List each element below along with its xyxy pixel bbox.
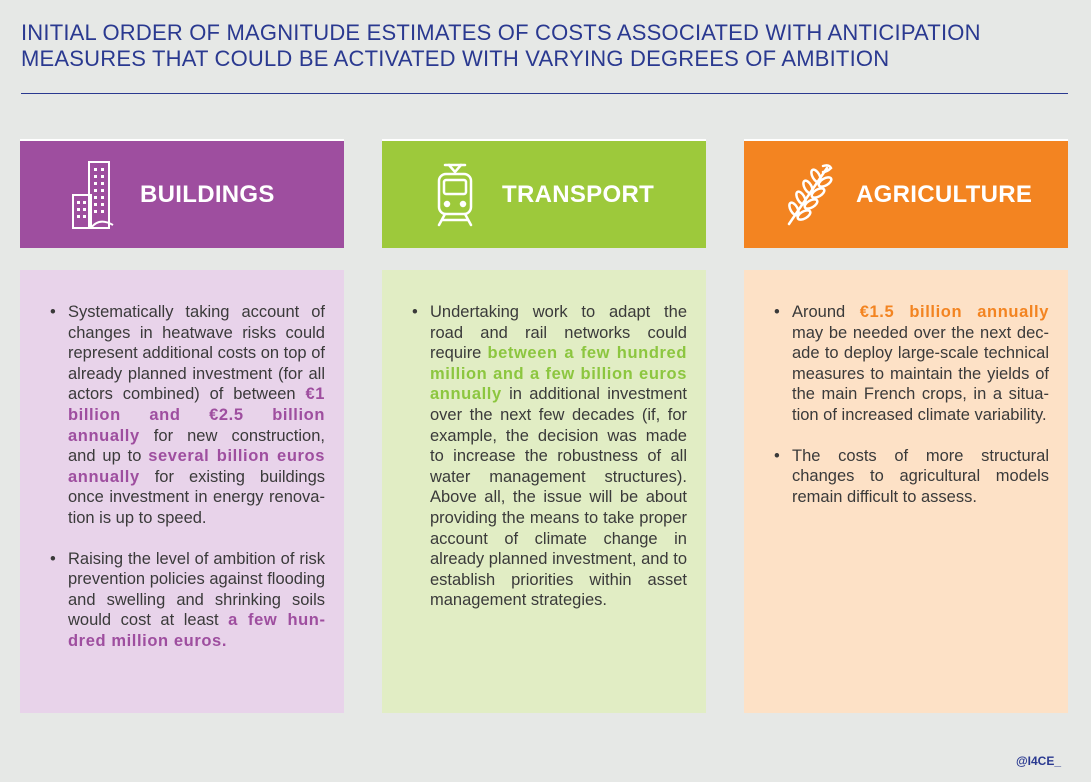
transport-header xyxy=(382,139,706,248)
bullet-text: in additional investment over the next few decades (if, for example, the decision was made to increase the robustness of all water management structures). Above all, the issue will be about providing the means to take proper account of climate change in already planned investment, and to establish priorities within asset management strategies. xyxy=(430,385,687,610)
bullet-text: Raising the level of ambition of risk prevention policies against flooding and swelling and shrinking soils would cost at least xyxy=(68,549,325,630)
transport-body xyxy=(382,270,706,713)
bullet-text: for new construction, and up to xyxy=(68,426,325,466)
bullet-item xyxy=(48,549,325,652)
bullet-text: Undertaking work to adapt the road and rail networks could require xyxy=(430,303,687,363)
bullet-text: The costs of more structural changes to agricultural models remain difficult to assess. xyxy=(792,446,1049,506)
highlighted-text: €1.5 billion annually xyxy=(859,303,1049,321)
bullet-item xyxy=(772,446,1049,508)
bullet-text: Systematically taking account of changes in heatwave risks could represent additional costs on top of already planned investment (for all actors combined) of between xyxy=(68,303,325,404)
wheat-icon xyxy=(774,155,844,235)
credit-handle: @I4CE_ xyxy=(1015,754,1061,768)
tram-icon xyxy=(420,155,490,235)
bullet-list xyxy=(48,302,325,652)
buildings-label: BUILDINGS xyxy=(140,180,275,208)
agriculture-label: AGRICULTURE xyxy=(856,180,1033,208)
transport-label: TRANSPORT xyxy=(502,180,655,208)
bullet-item xyxy=(48,302,325,529)
bullet-list xyxy=(410,302,687,611)
bullet-item xyxy=(772,302,1049,426)
highlighted-text: between a few hundred million and a few billion euros annually xyxy=(430,344,687,404)
agriculture-body xyxy=(744,270,1068,713)
highlighted-text: several billion euros annually xyxy=(68,447,325,486)
highlighted-text: a few hundred million euros. xyxy=(68,611,325,650)
highlighted-text: €1 billion and €2.5 billion annually xyxy=(68,385,325,445)
bullet-item xyxy=(410,302,687,611)
bullet-list xyxy=(772,302,1049,507)
title-divider xyxy=(21,93,1068,94)
buildings-body xyxy=(20,270,344,713)
buildings-header xyxy=(20,139,344,248)
building-icon xyxy=(58,155,128,235)
page-title: INITIAL ORDER OF MAGNITUDE ESTIMATES OF COSTS ASSOCIATED WITH ANTICIPATION MEASURES THAT COULD BE ACTIVATED WITH VARYING DEGREES OF AMBITION xyxy=(21,20,981,71)
agriculture-header xyxy=(744,139,1068,248)
bullet-text: may be needed over the next decade to deploy large-scale technical measures to maintain the yields of the main French crops, in a situation of increased climate variability. xyxy=(792,323,1049,424)
bullet-text: for existing buildings once investment in energy renovation is up to speed. xyxy=(68,467,325,527)
bullet-text: Around xyxy=(792,303,860,321)
